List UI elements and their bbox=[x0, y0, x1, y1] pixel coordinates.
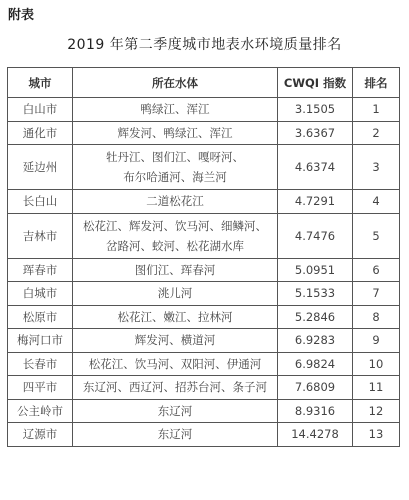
cell-water-body bbox=[73, 213, 278, 258]
cell-water-body bbox=[73, 399, 278, 423]
table-row bbox=[8, 282, 400, 306]
header-cwqi: CWQI 指数 bbox=[278, 68, 353, 98]
cell-city: 珲春市 bbox=[8, 258, 73, 282]
water-body-line: 二道松花江 bbox=[146, 194, 204, 209]
water-body-line: 岔路河、蛟河、松花湖水库 bbox=[106, 238, 244, 253]
cell-water-body bbox=[73, 305, 278, 329]
cell-city: 通化市 bbox=[8, 121, 73, 145]
cell-rank: 2 bbox=[353, 121, 400, 145]
water-body-line: 松花江、嫩江、拉林河 bbox=[117, 309, 233, 324]
water-body-line: 松花江、饮马河、双阳河、伊通河 bbox=[88, 356, 262, 371]
water-body-line: 布尔哈通河、海兰河 bbox=[123, 170, 227, 184]
cell-cwqi: 5.1533 bbox=[278, 282, 353, 306]
cell-water-body bbox=[73, 121, 278, 145]
cell-water-body bbox=[73, 423, 278, 447]
cell-cwqi: 4.7291 bbox=[278, 190, 353, 214]
table-row bbox=[8, 305, 400, 329]
table-row bbox=[8, 190, 400, 214]
cell-city: 长白山 bbox=[8, 190, 73, 214]
table-row bbox=[8, 98, 400, 122]
cell-city: 梅河口市 bbox=[8, 329, 73, 353]
cell-cwqi: 5.2846 bbox=[278, 305, 353, 329]
cell-water-body bbox=[73, 282, 278, 306]
cell-rank: 13 bbox=[353, 423, 400, 447]
cell-rank: 5 bbox=[353, 213, 400, 258]
header-rank: 排名 bbox=[353, 68, 400, 98]
table-row bbox=[8, 423, 400, 447]
water-body-line: 洮儿河 bbox=[157, 286, 193, 301]
water-body-line: 东辽河 bbox=[157, 403, 193, 418]
cell-city: 辽源市 bbox=[8, 423, 73, 447]
cell-rank: 9 bbox=[353, 329, 400, 353]
table-header-row bbox=[8, 68, 400, 98]
cell-rank: 3 bbox=[353, 145, 400, 190]
cell-cwqi: 8.9316 bbox=[278, 399, 353, 423]
table-row bbox=[8, 145, 400, 190]
cell-cwqi: 5.0951 bbox=[278, 258, 353, 282]
cell-cwqi: 4.7476 bbox=[278, 213, 353, 258]
cell-city: 延边州 bbox=[8, 145, 73, 190]
cell-city: 松原市 bbox=[8, 305, 73, 329]
cell-water-body bbox=[73, 145, 278, 190]
header-city: 城市 bbox=[8, 68, 73, 98]
cell-cwqi: 3.6367 bbox=[278, 121, 353, 145]
page-title: 2019 年第二季度城市地表水环境质量排名 bbox=[67, 37, 342, 53]
cell-rank: 4 bbox=[353, 190, 400, 214]
table-row bbox=[8, 329, 400, 353]
header-water-body: 所在水体 bbox=[73, 68, 278, 98]
table-row bbox=[8, 213, 400, 258]
cell-water-body bbox=[73, 329, 278, 353]
ranking-table bbox=[7, 67, 400, 447]
table-row bbox=[8, 376, 400, 400]
water-body-line: 辉发河、鸭绿江、浑江 bbox=[117, 125, 233, 140]
cell-water-body bbox=[73, 376, 278, 400]
cell-water-body bbox=[73, 190, 278, 214]
table-body bbox=[8, 98, 400, 447]
table-row bbox=[8, 121, 400, 145]
cell-city: 长春市 bbox=[8, 352, 73, 376]
cell-water-body bbox=[73, 258, 278, 282]
cell-cwqi: 6.9824 bbox=[278, 352, 353, 376]
water-body-line: 图们江、珲春河 bbox=[134, 262, 216, 277]
cell-rank: 7 bbox=[353, 282, 400, 306]
cell-rank: 10 bbox=[353, 352, 400, 376]
cell-rank: 8 bbox=[353, 305, 400, 329]
cell-rank: 1 bbox=[353, 98, 400, 122]
table-row bbox=[8, 258, 400, 282]
water-body-line: 松花江、辉发河、饮马河、细鳞河、 bbox=[83, 218, 267, 233]
water-body-line: 鸭绿江、浑江 bbox=[140, 102, 210, 117]
cell-cwqi: 6.9283 bbox=[278, 329, 353, 353]
cell-rank: 11 bbox=[353, 376, 400, 400]
cell-city: 白城市 bbox=[8, 282, 73, 306]
cell-rank: 12 bbox=[353, 399, 400, 423]
appendix-label: 附表 bbox=[8, 8, 35, 23]
cell-city: 白山市 bbox=[8, 98, 73, 122]
cell-city: 吉林市 bbox=[8, 213, 73, 258]
cell-cwqi: 7.6809 bbox=[278, 376, 353, 400]
table-row bbox=[8, 399, 400, 423]
cell-rank: 6 bbox=[353, 258, 400, 282]
water-body-line: 东辽河 bbox=[157, 427, 193, 442]
cell-cwqi: 3.1505 bbox=[278, 98, 353, 122]
cell-city: 公主岭市 bbox=[8, 399, 73, 423]
cell-cwqi: 4.6374 bbox=[278, 145, 353, 190]
cell-water-body bbox=[73, 352, 278, 376]
table-row bbox=[8, 352, 400, 376]
cell-water-body bbox=[73, 98, 278, 122]
cell-cwqi: 14.4278 bbox=[278, 423, 353, 447]
cell-city: 四平市 bbox=[8, 376, 73, 400]
water-body-line: 东辽河、西辽河、招苏台河、条子河 bbox=[83, 380, 267, 395]
water-body-line: 牡丹江、图们江、嘎呀河、 bbox=[106, 150, 244, 164]
water-body-line: 辉发河、横道河 bbox=[134, 333, 216, 348]
